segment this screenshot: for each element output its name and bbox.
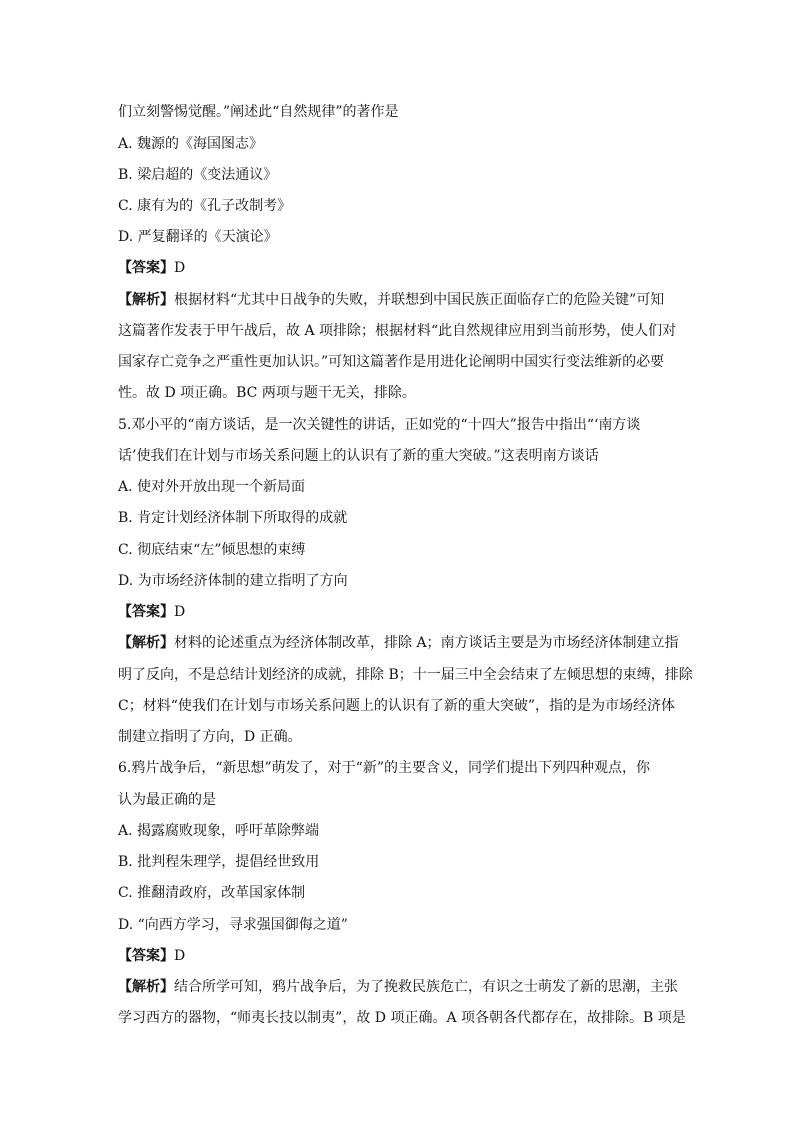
question-4-stem-end: 们立刻警惕觉醒。”阐述此“自然规律”的著作是	[118, 104, 399, 120]
q6-analysis-line-2: 学习西方的器物，“师夷长技以制夷”，故 D 项正确。A 项各朝各代都存在，故排除。B 项是	[118, 1010, 686, 1026]
q5-option-a: A. 使对外开放出现一个新局面	[118, 479, 306, 495]
q5-option-b: B. 肯定计划经济体制下所取得的成就	[118, 510, 348, 526]
q5-answer: 【答案】D	[118, 604, 186, 620]
q6-option-d: D. “向西方学习，寻求强国御侮之道”	[118, 917, 348, 933]
question-5-stem-line-1: 5.邓小平的“南方谈话，是一次关键性的讲话，正如党的“十四大”报告中指出“‘南方谈	[118, 417, 641, 433]
answer-tag: 【答案】	[118, 260, 174, 276]
q5-option-c: C. 彻底结束“左”倾思想的束缚	[118, 542, 306, 558]
q4-option-a: A. 魏源的《海国图志》	[118, 136, 264, 152]
q5-analysis-line-4: 制建立指明了方向，D 正确。	[118, 729, 302, 745]
q4-analysis-line-2: 这篇著作发表于甲午战后，故 A 项排除；根据材料“此自然规律应用到当前形势，使人们对	[118, 323, 677, 339]
q5-option-d: D. 为市场经济体制的建立指明了方向	[118, 573, 348, 589]
q4-analysis-line-3: 国家存亡竞争之严重性更加认识。”可知这篇著作是用进化论阐明中国实行变法维新的必要	[118, 354, 665, 370]
question-5-stem-line-2: 话’使我们在计划与市场关系问题上的认识有了新的重大突破。”这表明南方谈话	[118, 448, 599, 464]
q4-analysis-line-1: 【解析】根据材料“尤其中日战争的失败，并联想到中国民族正面临存亡的危险关键”可知	[118, 292, 665, 308]
q4-answer: 【答案】D	[118, 260, 186, 276]
analysis-tag: 【解析】	[118, 979, 174, 995]
answer-tag: 【答案】	[118, 948, 174, 964]
analysis-tag: 【解析】	[118, 292, 174, 308]
q4-analysis-line-4: 性。故 D 项正确。BC 两项与题干无关，排除。	[118, 385, 416, 401]
analysis-tag: 【解析】	[118, 635, 174, 651]
q6-option-b: B. 批判程朱理学，提倡经世致用	[118, 854, 320, 870]
q6-answer: 【答案】D	[118, 948, 186, 964]
q6-option-a: A. 揭露腐败现象，呼吁革除弊端	[118, 823, 320, 839]
question-6-stem-line-2: 认为最正确的是	[118, 792, 216, 808]
q4-option-d: D. 严复翻译的《天演论》	[118, 229, 278, 245]
q5-analysis-line-2: 明了反向，不是总结计划经济的成就，排除 B；十一届三中全会结束了左倾思想的束缚，排除	[118, 667, 693, 683]
answer-tag: 【答案】	[118, 604, 174, 620]
q5-analysis-line-1: 【解析】材料的论述重点为经济体制改革，排除 A；南方谈话主要是为市场经济体制建立指	[118, 635, 679, 651]
q6-analysis-line-1: 【解析】结合所学可知，鸦片战争后，为了挽救民族危亡，有识之士萌发了新的思潮，主张	[118, 979, 678, 995]
q4-option-c: C. 康有为的《孔子改制考》	[118, 198, 292, 214]
q5-analysis-line-3: C；材料“使我们在计划与市场关系问题上的认识有了新的重大突破”，指的是为市场经济体	[118, 698, 676, 714]
q4-option-b: B. 梁启超的《变法通议》	[118, 167, 278, 183]
q6-option-c: C. 推翻清政府，改革国家体制	[118, 885, 306, 901]
question-6-stem-line-1: 6.鸦片战争后，“新思想”萌发了，对于“新”的主要含义，同学们提出下列四种观点，你	[118, 760, 650, 776]
